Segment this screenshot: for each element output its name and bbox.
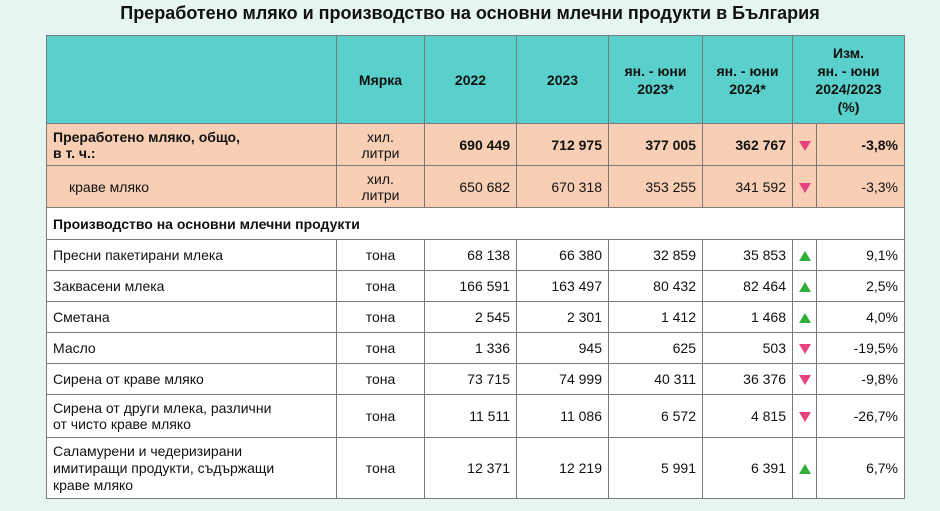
header-2022: 2022 <box>425 36 517 124</box>
header-h2024: ян. - юни 2024* <box>703 36 793 124</box>
row-change: -3,3% <box>817 166 905 208</box>
milk-production-table <box>46 35 905 499</box>
row-2022: 650 682 <box>425 166 517 208</box>
up-arrow-icon <box>799 251 811 261</box>
row-unit: тона <box>337 240 425 271</box>
up-arrow-icon <box>799 464 811 474</box>
down-arrow-icon <box>799 412 811 422</box>
row-unit: тона <box>337 333 425 364</box>
row-h2023: 6 572 <box>609 395 703 438</box>
row-name: Сметана <box>47 302 337 333</box>
row-h2024: 4 815 <box>703 395 793 438</box>
down-arrow-icon <box>799 183 811 193</box>
row-name: Сирена от краве мляко <box>47 364 337 395</box>
row-h2024: 503 <box>703 333 793 364</box>
table-row <box>47 271 905 302</box>
table-row <box>47 302 905 333</box>
row-change: -26,7% <box>817 395 905 438</box>
row-2022: 690 449 <box>425 124 517 166</box>
row-2023: 12 219 <box>517 438 609 499</box>
row-change: 2,5% <box>817 271 905 302</box>
row-2022: 68 138 <box>425 240 517 271</box>
up-arrow-icon <box>799 313 811 323</box>
row-unit: хил. литри <box>337 166 425 208</box>
row-h2024: 6 391 <box>703 438 793 499</box>
row-h2024: 1 468 <box>703 302 793 333</box>
row-change: 9,1% <box>817 240 905 271</box>
row-2022: 11 511 <box>425 395 517 438</box>
row-name: краве мляко <box>47 166 337 208</box>
row-unit: хил. литри <box>337 124 425 166</box>
row-h2023: 353 255 <box>609 166 703 208</box>
row-h2023: 377 005 <box>609 124 703 166</box>
table-row <box>47 364 905 395</box>
header-name <box>47 36 337 124</box>
row-change: 4,0% <box>817 302 905 333</box>
row-2022: 73 715 <box>425 364 517 395</box>
table-row <box>47 333 905 364</box>
row-2023: 712 975 <box>517 124 609 166</box>
header-change: Изм. ян. - юни 2024/2023 (%) <box>793 36 905 124</box>
row-unit: тона <box>337 364 425 395</box>
row-2022: 166 591 <box>425 271 517 302</box>
row-h2024: 82 464 <box>703 271 793 302</box>
row-h2024: 36 376 <box>703 364 793 395</box>
header-2023: 2023 <box>517 36 609 124</box>
row-2023: 74 999 <box>517 364 609 395</box>
row-name: Пресни пакетирани млека <box>47 240 337 271</box>
row-change: -9,8% <box>817 364 905 395</box>
header-unit: Мярка <box>337 36 425 124</box>
row-2023: 66 380 <box>517 240 609 271</box>
table-row <box>47 438 905 499</box>
total-row <box>47 124 905 166</box>
row-change: 6,7% <box>817 438 905 499</box>
header-row <box>47 36 905 124</box>
row-name: Саламурени и чедеризирани имитиращи продукти, съдържащи краве мляко <box>47 438 337 499</box>
section-row <box>47 208 905 240</box>
section-title: Производство на основни млечни продукти <box>47 208 905 240</box>
row-change: -3,8% <box>817 124 905 166</box>
row-h2023: 1 412 <box>609 302 703 333</box>
row-h2024: 341 592 <box>703 166 793 208</box>
row-h2023: 5 991 <box>609 438 703 499</box>
row-2022: 1 336 <box>425 333 517 364</box>
row-h2023: 32 859 <box>609 240 703 271</box>
row-2023: 2 301 <box>517 302 609 333</box>
row-unit: тона <box>337 395 425 438</box>
row-unit: тона <box>337 302 425 333</box>
row-unit: тона <box>337 438 425 499</box>
row-2023: 163 497 <box>517 271 609 302</box>
row-2023: 670 318 <box>517 166 609 208</box>
table-row <box>47 240 905 271</box>
down-arrow-icon <box>799 141 811 151</box>
cow-milk-row <box>47 166 905 208</box>
row-2023: 11 086 <box>517 395 609 438</box>
row-name: Сирена от други млека, различни от чисто краве мляко <box>47 395 337 438</box>
page-title: Преработено мляко и производство на основни млечни продукти в България <box>120 3 820 23</box>
row-unit: тона <box>337 271 425 302</box>
row-h2024: 362 767 <box>703 124 793 166</box>
row-2022: 12 371 <box>425 438 517 499</box>
row-name: Преработено мляко, общо, в т. ч.: <box>47 124 337 166</box>
row-name: Масло <box>47 333 337 364</box>
row-h2023: 625 <box>609 333 703 364</box>
up-arrow-icon <box>799 282 811 292</box>
row-2023: 945 <box>517 333 609 364</box>
row-change: -19,5% <box>817 333 905 364</box>
table-row <box>47 395 905 438</box>
row-h2023: 80 432 <box>609 271 703 302</box>
row-name: Заквасени млека <box>47 271 337 302</box>
row-h2023: 40 311 <box>609 364 703 395</box>
down-arrow-icon <box>799 375 811 385</box>
header-h2023: ян. - юни 2023* <box>609 36 703 124</box>
row-2022: 2 545 <box>425 302 517 333</box>
down-arrow-icon <box>799 344 811 354</box>
row-h2024: 35 853 <box>703 240 793 271</box>
